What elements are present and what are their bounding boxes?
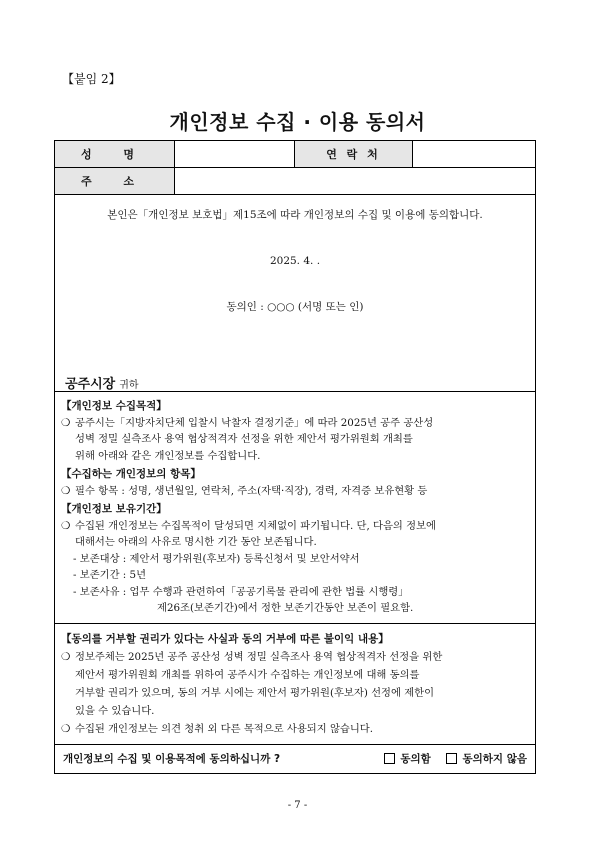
rights-item (61, 648, 529, 720)
bullet-icon: ❍ (61, 416, 71, 429)
items-heading: 【수집하는 개인정보의 항목】 (61, 468, 201, 480)
info-section (55, 392, 535, 624)
bullet-icon: ❍ (61, 484, 71, 497)
checkbox-icon (446, 753, 457, 764)
rights-section (55, 624, 535, 745)
retention-line: 대해서는 아래의 사유로 명시한 기간 동안 보존됩니다. (75, 536, 317, 548)
rights-line: 거부할 권리가 있으며, 동의 거부 시에는 제안서 평가위원(후보자) 선정에 제한이 (75, 686, 435, 699)
rights-line: 수집된 개인정보는 의견 청취 외 다른 목적으로 사용되지 않습니다. (75, 722, 374, 735)
bullet-icon: ❍ (61, 519, 71, 532)
retention-reason-cont: 제26조(보존기간)에서 정한 보존기간동안 보존이 필요함. (157, 602, 414, 614)
consent-date: 2025. 4. . (269, 255, 321, 267)
agree-checkbox[interactable] (384, 751, 430, 766)
disagree-checkbox[interactable] (446, 751, 527, 766)
purpose-item (61, 415, 529, 465)
bullet-icon: ❍ (61, 722, 71, 735)
agree-label: 동의함 (400, 752, 431, 765)
retention-line: 수집된 개인정보는 수집목적이 달성되면 지체없이 파기됩니다. 단, 다음의 정보에 (75, 519, 436, 532)
retention-heading: 【개인정보 보유기간】 (61, 503, 167, 515)
consent-question: 개인정보의 수집 및 이용목적에 동의하십니까 ? (63, 753, 281, 765)
checkbox-icon (384, 753, 395, 764)
items-item (61, 483, 529, 500)
document-title: 개인정보 수집 · 이용 동의서 (169, 110, 426, 134)
bullet-icon: ❍ (61, 650, 71, 663)
consent-statement: 본인은「개인정보 보호법」제15조에 따라 개인정보의 수집 및 이용에 동의합니다. (107, 209, 483, 221)
name-label: 성 명 (55, 141, 175, 167)
address-label: 주 소 (55, 168, 175, 194)
retention-item (61, 518, 529, 551)
consent-section (55, 195, 535, 392)
disagree-label: 동의하지 않음 (462, 752, 527, 765)
attachment-label: 【붙임 2】 (62, 72, 121, 86)
retention-period: - 보존기간 : 5년 (73, 569, 147, 581)
retention-target: - 보존대상 : 제안서 평가위원(후보자) 등록신청서 및 보안서약서 (73, 552, 360, 565)
purpose-line: 위해 아래와 같은 개인정보를 수집합니다. (75, 449, 261, 462)
contact-field[interactable] (413, 141, 535, 167)
address-field[interactable] (175, 168, 535, 194)
consent-signer: 동의인 : ○○○ (서명 또는 인) (226, 301, 364, 313)
rights-line: 제안서 평가위원회 개최를 위하여 공주시가 수집하는 개인정보에 대해 동의를 (75, 668, 420, 681)
page-number: - 7 - (287, 800, 308, 811)
name-field[interactable] (175, 141, 295, 167)
purpose-line: 공주시는「지방자치단체 입찰시 낙찰자 결정기준」에 따라 2025년 공주 공산성 (75, 416, 434, 429)
retention-reason: - 보존사유 : 업무 수행과 관련하여「공공기록물 관리에 관한 법률 시행령」 (73, 585, 409, 598)
consent-question-row (55, 745, 535, 773)
consent-options (372, 751, 527, 767)
recipient-name: 공주시장 (65, 377, 116, 392)
name-contact-row (55, 141, 535, 168)
contact-label: 연 락 처 (295, 141, 413, 167)
address-row (55, 168, 535, 195)
purpose-line: 성벽 정밀 실측조사 용역 협상적격자 선정을 위한 제안서 평가위원회 개최를 (75, 433, 413, 445)
recipient-suffix: 귀하 (119, 380, 139, 391)
recipient (65, 373, 139, 392)
rights-line: 정보주체는 2025년 공주 공산성 성벽 정밀 실측조사 용역 협상적격자 선정을 위한 (75, 650, 443, 663)
rights-line: 있을 수 있습니다. (75, 704, 155, 717)
items-text: 필수 항목 : 성명, 생년월일, 연락처, 주소(자택·직장), 경력, 자격증 보유현황 등 (75, 484, 428, 497)
consent-form (54, 140, 536, 774)
rights-item (61, 720, 529, 738)
rights-heading: 【동의를 거부할 권리가 있다는 사실과 동의 거부에 따른 불이익 내용】 (61, 632, 389, 645)
purpose-heading: 【개인정보 수집목적】 (61, 400, 167, 412)
